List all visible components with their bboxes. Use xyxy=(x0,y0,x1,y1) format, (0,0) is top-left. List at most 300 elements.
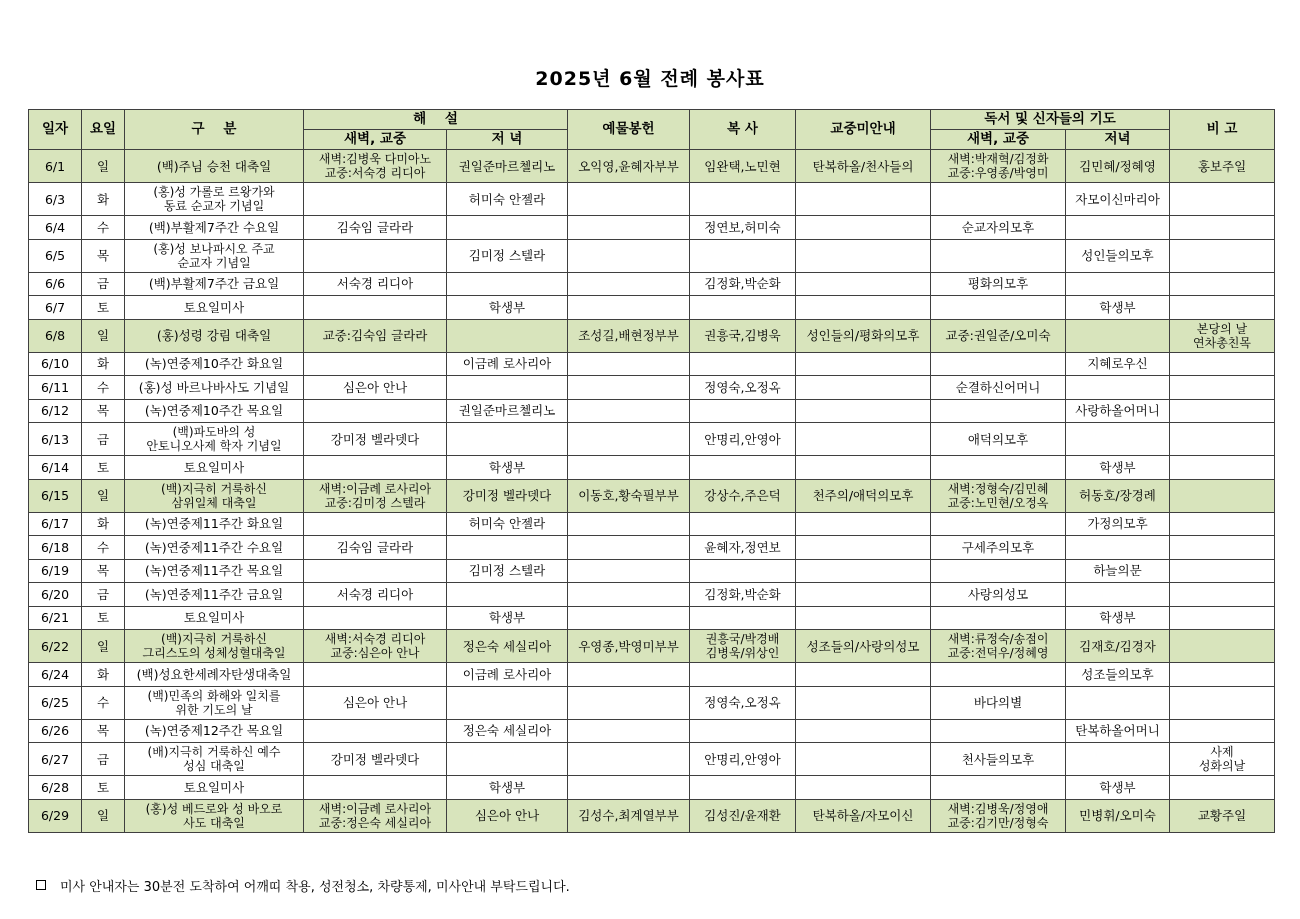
commentary-dawn-cell xyxy=(304,799,447,832)
day-cell: 토 xyxy=(82,606,125,630)
reading-evening-cell xyxy=(1066,512,1170,536)
offering-cell xyxy=(568,799,690,832)
category-cell xyxy=(125,776,304,800)
commentary-dawn-cell xyxy=(304,319,447,352)
table-body xyxy=(29,150,1275,833)
offering-cell xyxy=(568,423,690,456)
table-row xyxy=(29,583,1275,607)
commentary-evening-cell xyxy=(447,743,568,776)
reading-dawn-cell xyxy=(931,606,1066,630)
remarks-cell xyxy=(1170,663,1275,687)
offering-cell xyxy=(568,216,690,240)
reading-dawn-cell xyxy=(931,352,1066,376)
cell-line: 사랑의성모 xyxy=(967,586,1029,602)
table-row xyxy=(29,352,1275,376)
day-cell: 일 xyxy=(82,150,125,183)
commentary-dawn-cell xyxy=(304,686,447,719)
cell-line: 김재호/김경자 xyxy=(1079,638,1156,654)
altar-cell xyxy=(690,239,796,272)
altar-cell xyxy=(690,776,796,800)
cell-line: 정영숙,오정옥 xyxy=(704,379,781,395)
day-cell: 일 xyxy=(82,319,125,352)
guide-cell xyxy=(796,352,931,376)
reading-dawn-cell xyxy=(931,376,1066,400)
table-row xyxy=(29,456,1275,480)
cell-line: (백)부활제7주간 수요일 xyxy=(148,219,280,235)
reading-evening-cell xyxy=(1066,319,1170,352)
reading-dawn-cell xyxy=(931,512,1066,536)
category-cell xyxy=(125,150,304,183)
commentary-evening-cell xyxy=(447,319,568,352)
header-date: 일자 xyxy=(29,110,82,150)
cell-line: 새벽:김병욱 다미아노 xyxy=(318,152,432,166)
offering-cell xyxy=(568,606,690,630)
date-cell: 6/12 xyxy=(29,399,82,423)
altar-cell xyxy=(690,183,796,216)
offering-cell xyxy=(568,536,690,560)
reading-dawn-cell xyxy=(931,663,1066,687)
cell-line: 조성길,배현정부부 xyxy=(578,328,679,343)
reading-evening-cell xyxy=(1066,183,1170,216)
commentary-dawn-cell xyxy=(304,663,447,687)
cell-line: 새벽:류정숙/송점이 xyxy=(947,632,1049,646)
reading-dawn-cell xyxy=(931,239,1066,272)
cell-line: (백)민족의 화해와 일치를 xyxy=(147,688,281,703)
guide-cell xyxy=(796,479,931,512)
commentary-dawn-cell xyxy=(304,512,447,536)
table-row xyxy=(29,239,1275,272)
offering-cell xyxy=(568,583,690,607)
cell-line: 민병휘/오미숙 xyxy=(1079,808,1156,823)
offering-cell xyxy=(568,776,690,800)
cell-line: 정연보,허미숙 xyxy=(704,219,781,235)
reading-dawn-cell xyxy=(931,479,1066,512)
offering-cell xyxy=(568,456,690,480)
cell-line: 성인들의/평화의모후 xyxy=(806,328,920,343)
date-cell: 6/26 xyxy=(29,719,82,743)
cell-line: 김정화,박순화 xyxy=(704,586,781,602)
date-cell: 6/24 xyxy=(29,663,82,687)
reading-dawn-cell xyxy=(931,776,1066,800)
remarks-cell xyxy=(1170,630,1275,663)
altar-cell xyxy=(690,479,796,512)
remarks-cell xyxy=(1170,536,1275,560)
reading-evening-cell xyxy=(1066,536,1170,560)
reading-evening-cell xyxy=(1066,456,1170,480)
cell-line: 서숙경 리디아 xyxy=(336,586,414,602)
date-cell: 6/20 xyxy=(29,583,82,607)
day-cell: 수 xyxy=(82,686,125,719)
cell-line: 삼위일체 대축일 xyxy=(171,495,257,510)
category-cell xyxy=(125,606,304,630)
cell-line: (녹)연중제11주간 목요일 xyxy=(144,563,284,579)
commentary-evening-cell xyxy=(447,423,568,456)
cell-line: 학생부 xyxy=(1099,459,1136,475)
guide-cell xyxy=(796,663,931,687)
day-cell: 일 xyxy=(82,479,125,512)
cell-line: 허미숙 안젤라 xyxy=(468,516,546,532)
header-commentary-evening: 저 녁 xyxy=(447,130,568,150)
cell-line: 구세주의모후 xyxy=(961,539,1035,555)
cell-line: 새벽:정형숙/김민혜 xyxy=(947,481,1049,496)
reading-evening-cell xyxy=(1066,272,1170,296)
header-commentary: 해 설 xyxy=(304,110,568,130)
cell-line: 강미정 벨라뎃다 xyxy=(330,751,420,767)
category-cell xyxy=(125,743,304,776)
reading-evening-cell xyxy=(1066,352,1170,376)
commentary-evening-cell xyxy=(447,686,568,719)
guide-cell xyxy=(796,216,931,240)
cell-line: 우영종,박영미부부 xyxy=(578,638,679,654)
cell-line: 성조들의모후 xyxy=(1081,666,1154,682)
altar-cell xyxy=(690,399,796,423)
guide-cell xyxy=(796,456,931,480)
offering-cell xyxy=(568,272,690,296)
day-cell: 목 xyxy=(82,719,125,743)
guide-cell xyxy=(796,399,931,423)
reading-dawn-cell xyxy=(931,536,1066,560)
commentary-dawn-cell xyxy=(304,150,447,183)
remarks-cell xyxy=(1170,319,1275,352)
guide-cell xyxy=(796,719,931,743)
cell-line: (백)파도바의 성 xyxy=(172,425,256,439)
square-bullet-icon xyxy=(36,880,46,890)
reading-dawn-cell xyxy=(931,150,1066,183)
category-cell xyxy=(125,352,304,376)
day-cell: 금 xyxy=(82,423,125,456)
reading-evening-cell xyxy=(1066,376,1170,400)
cell-line: (백)성요한세례자탄생대축일 xyxy=(136,666,292,682)
guide-cell xyxy=(796,512,931,536)
cell-line: 학생부 xyxy=(488,779,526,795)
reading-evening-cell xyxy=(1066,239,1170,272)
cell-line: 교황주일 xyxy=(1197,808,1247,823)
table-row xyxy=(29,376,1275,400)
header-guide: 교중미안내 xyxy=(796,110,931,150)
offering-cell xyxy=(568,479,690,512)
offering-cell xyxy=(568,399,690,423)
cell-line: (홍)성 가롤로 르왕가와 xyxy=(153,185,275,199)
category-cell xyxy=(125,272,304,296)
day-cell: 수 xyxy=(82,216,125,240)
date-cell: 6/8 xyxy=(29,319,82,352)
commentary-evening-cell xyxy=(447,239,568,272)
commentary-dawn-cell xyxy=(304,296,447,320)
commentary-dawn-cell xyxy=(304,399,447,423)
reading-evening-cell xyxy=(1066,296,1170,320)
day-cell: 일 xyxy=(82,799,125,832)
cell-line: 그리스도의 성체성혈대축일 xyxy=(142,646,286,660)
remarks-cell xyxy=(1170,686,1275,719)
guide-cell xyxy=(796,583,931,607)
reading-evening-cell xyxy=(1066,719,1170,743)
cell-line: (녹)연중제11주간 금요일 xyxy=(144,586,284,602)
date-cell: 6/28 xyxy=(29,776,82,800)
remarks-cell xyxy=(1170,479,1275,512)
reading-evening-cell xyxy=(1066,776,1170,800)
cell-line: 강미정 벨라뎃다 xyxy=(462,488,552,503)
category-cell xyxy=(125,319,304,352)
altar-cell xyxy=(690,630,796,663)
reading-dawn-cell xyxy=(931,686,1066,719)
cell-line: 자모이신마리아 xyxy=(1075,191,1160,207)
altar-cell xyxy=(690,686,796,719)
cell-line: 권흥국/박경배 xyxy=(705,632,780,646)
reading-evening-cell xyxy=(1066,686,1170,719)
category-cell xyxy=(125,630,304,663)
cell-line: 천주의/애덕의모후 xyxy=(812,488,914,503)
commentary-evening-cell xyxy=(447,272,568,296)
cell-line: 정영숙,오정옥 xyxy=(704,695,781,710)
footnote xyxy=(36,876,570,895)
commentary-evening-cell xyxy=(447,583,568,607)
cell-line: (백)부활제7주간 금요일 xyxy=(148,276,280,292)
category-cell xyxy=(125,376,304,400)
reading-dawn-cell xyxy=(931,559,1066,583)
remarks-cell xyxy=(1170,216,1275,240)
cell-line: 순결하신어머니 xyxy=(955,379,1041,395)
category-cell xyxy=(125,479,304,512)
day-cell: 수 xyxy=(82,536,125,560)
reading-evening-cell xyxy=(1066,479,1170,512)
cell-line: 오익영,윤혜자부부 xyxy=(578,158,679,174)
altar-cell xyxy=(690,296,796,320)
remarks-cell xyxy=(1170,376,1275,400)
cell-line: 지혜로우신 xyxy=(1087,356,1148,372)
altar-cell xyxy=(690,319,796,352)
cell-line: 김병욱/위상인 xyxy=(705,646,780,660)
cell-line: 성심 대축일 xyxy=(183,759,245,773)
date-cell: 6/14 xyxy=(29,456,82,480)
cell-line: 교중:노민현/오정옥 xyxy=(947,495,1049,510)
cell-line: 김정화,박순화 xyxy=(704,276,781,292)
commentary-evening-cell xyxy=(447,183,568,216)
guide-cell xyxy=(796,423,931,456)
table-row xyxy=(29,296,1275,320)
remarks-cell xyxy=(1170,456,1275,480)
altar-cell xyxy=(690,799,796,832)
category-cell xyxy=(125,512,304,536)
cell-line: 교중:전덕우/정혜영 xyxy=(947,646,1049,660)
category-cell xyxy=(125,216,304,240)
altar-cell xyxy=(690,536,796,560)
table-row xyxy=(29,686,1275,719)
reading-dawn-cell xyxy=(931,399,1066,423)
cell-line: 연차총친목 xyxy=(1193,335,1251,350)
table-row xyxy=(29,272,1275,296)
cell-line: 교중:김기만/정형숙 xyxy=(947,815,1049,830)
day-cell: 금 xyxy=(82,743,125,776)
date-cell: 6/15 xyxy=(29,479,82,512)
offering-cell xyxy=(568,319,690,352)
altar-cell xyxy=(690,663,796,687)
guide-cell xyxy=(796,376,931,400)
reading-dawn-cell xyxy=(931,296,1066,320)
guide-cell xyxy=(796,536,931,560)
commentary-dawn-cell xyxy=(304,583,447,607)
altar-cell xyxy=(690,216,796,240)
cell-line: 권일준마르첼리노 xyxy=(458,158,556,174)
guide-cell xyxy=(796,743,931,776)
day-cell: 금 xyxy=(82,583,125,607)
commentary-dawn-cell xyxy=(304,776,447,800)
cell-line: (백)지극히 거룩하신 xyxy=(161,481,267,496)
guide-cell xyxy=(796,630,931,663)
cell-line: 강상수,주은덕 xyxy=(704,488,781,503)
reading-dawn-cell xyxy=(931,799,1066,832)
cell-line: 학생부 xyxy=(488,299,526,315)
cell-line: 새벽:김병욱/정영애 xyxy=(947,801,1049,816)
cell-line: (백)지극히 거룩하신 xyxy=(161,632,267,646)
cell-line: 동료 순교자 기념일 xyxy=(163,199,265,213)
table-row xyxy=(29,479,1275,512)
commentary-dawn-cell xyxy=(304,743,447,776)
date-cell: 6/4 xyxy=(29,216,82,240)
cell-line: 평화의모후 xyxy=(967,276,1029,292)
category-cell xyxy=(125,663,304,687)
cell-line: 홍보주일 xyxy=(1197,158,1247,174)
cell-line: 성인들의모후 xyxy=(1081,248,1154,263)
cell-line: 토요일미사 xyxy=(183,779,245,795)
category-cell xyxy=(125,423,304,456)
offering-cell xyxy=(568,630,690,663)
offering-cell xyxy=(568,352,690,376)
cell-line: 탄복하올/자모이신 xyxy=(812,808,914,823)
cell-line: 정은숙 세실리아 xyxy=(462,638,552,654)
date-cell: 6/11 xyxy=(29,376,82,400)
table-row xyxy=(29,663,1275,687)
table-header xyxy=(29,110,1275,150)
cell-line: 김성수,최계열부부 xyxy=(578,808,679,823)
header-offering: 예물봉헌 xyxy=(568,110,690,150)
cell-line: 사제 xyxy=(1210,745,1234,759)
category-cell xyxy=(125,719,304,743)
cell-line: 정은숙 세실리아 xyxy=(462,723,552,739)
date-cell: 6/25 xyxy=(29,686,82,719)
cell-line: (백)주님 승천 대축일 xyxy=(156,158,272,174)
table-row xyxy=(29,743,1275,776)
header-commentary-dawn: 새벽, 교중 xyxy=(304,130,447,150)
day-cell: 토 xyxy=(82,456,125,480)
cell-line: 새벽:박재혁/김정화 xyxy=(947,152,1049,166)
table-row xyxy=(29,776,1275,800)
reading-evening-cell xyxy=(1066,743,1170,776)
commentary-evening-cell xyxy=(447,799,568,832)
commentary-evening-cell xyxy=(447,216,568,240)
commentary-evening-cell xyxy=(447,630,568,663)
cell-line: 김미정 스텔라 xyxy=(468,248,546,263)
table-row xyxy=(29,399,1275,423)
table-row xyxy=(29,536,1275,560)
cell-line: 새벽:이금례 로사리아 xyxy=(318,801,432,816)
category-cell xyxy=(125,399,304,423)
remarks-cell xyxy=(1170,719,1275,743)
reading-evening-cell xyxy=(1066,630,1170,663)
category-cell xyxy=(125,296,304,320)
category-cell xyxy=(125,456,304,480)
day-cell: 목 xyxy=(82,559,125,583)
header-reading-dawn: 새벽, 교중 xyxy=(931,130,1066,150)
reading-dawn-cell xyxy=(931,216,1066,240)
offering-cell xyxy=(568,559,690,583)
commentary-dawn-cell xyxy=(304,239,447,272)
date-cell: 6/13 xyxy=(29,423,82,456)
remarks-cell xyxy=(1170,606,1275,630)
day-cell: 화 xyxy=(82,352,125,376)
guide-cell xyxy=(796,606,931,630)
date-cell: 6/3 xyxy=(29,183,82,216)
cell-line: 권일준마르첼리노 xyxy=(458,403,556,419)
offering-cell xyxy=(568,150,690,183)
date-cell: 6/7 xyxy=(29,296,82,320)
cell-line: 이금례 로사리아 xyxy=(462,666,552,682)
guide-cell xyxy=(796,239,931,272)
reading-evening-cell xyxy=(1066,399,1170,423)
reading-evening-cell xyxy=(1066,423,1170,456)
commentary-evening-cell xyxy=(447,536,568,560)
schedule-table xyxy=(28,109,1275,833)
category-cell xyxy=(125,583,304,607)
reading-dawn-cell xyxy=(931,743,1066,776)
cell-line: 순교자의모후 xyxy=(961,219,1035,235)
cell-line: 안명리,안영아 xyxy=(704,431,781,447)
date-cell: 6/21 xyxy=(29,606,82,630)
cell-line: 심은아 안나 xyxy=(342,695,408,710)
remarks-cell xyxy=(1170,559,1275,583)
date-cell: 6/18 xyxy=(29,536,82,560)
altar-cell xyxy=(690,512,796,536)
remarks-cell xyxy=(1170,743,1275,776)
commentary-dawn-cell xyxy=(304,536,447,560)
cell-line: (홍)성 베드로와 성 바오로 xyxy=(145,801,283,816)
cell-line: 학생부 xyxy=(488,459,526,475)
header-category: 구 분 xyxy=(125,110,304,150)
altar-cell xyxy=(690,583,796,607)
table-row xyxy=(29,150,1275,183)
day-cell: 토 xyxy=(82,776,125,800)
category-cell xyxy=(125,559,304,583)
commentary-dawn-cell xyxy=(304,719,447,743)
header-altar: 복 사 xyxy=(690,110,796,150)
cell-line: 바다의별 xyxy=(973,695,1023,710)
reading-evening-cell xyxy=(1066,559,1170,583)
reading-evening-cell xyxy=(1066,663,1170,687)
cell-line: 안토니오사제 학자 기념일 xyxy=(146,439,282,453)
cell-line: 교중:권일준/오미숙 xyxy=(945,328,1051,343)
remarks-cell xyxy=(1170,272,1275,296)
commentary-evening-cell xyxy=(447,399,568,423)
cell-line: 김민혜/정혜영 xyxy=(1079,158,1156,174)
cell-line: 교중:심은아 안나 xyxy=(330,646,420,660)
date-cell: 6/19 xyxy=(29,559,82,583)
table-row xyxy=(29,183,1275,216)
remarks-cell xyxy=(1170,799,1275,832)
cell-line: 학생부 xyxy=(1099,299,1136,315)
cell-line: 탄복하올/천사들의 xyxy=(812,158,914,174)
remarks-cell xyxy=(1170,352,1275,376)
cell-line: 애덕의모후 xyxy=(967,431,1029,447)
commentary-dawn-cell xyxy=(304,183,447,216)
cell-line: 김성진/윤재환 xyxy=(704,808,781,823)
commentary-evening-cell xyxy=(447,559,568,583)
table-row xyxy=(29,512,1275,536)
date-cell: 6/29 xyxy=(29,799,82,832)
altar-cell xyxy=(690,352,796,376)
day-cell: 목 xyxy=(82,239,125,272)
cell-line: 허동호/장경례 xyxy=(1079,488,1156,503)
cell-line: 김미정 스텔라 xyxy=(468,563,546,579)
offering-cell xyxy=(568,512,690,536)
